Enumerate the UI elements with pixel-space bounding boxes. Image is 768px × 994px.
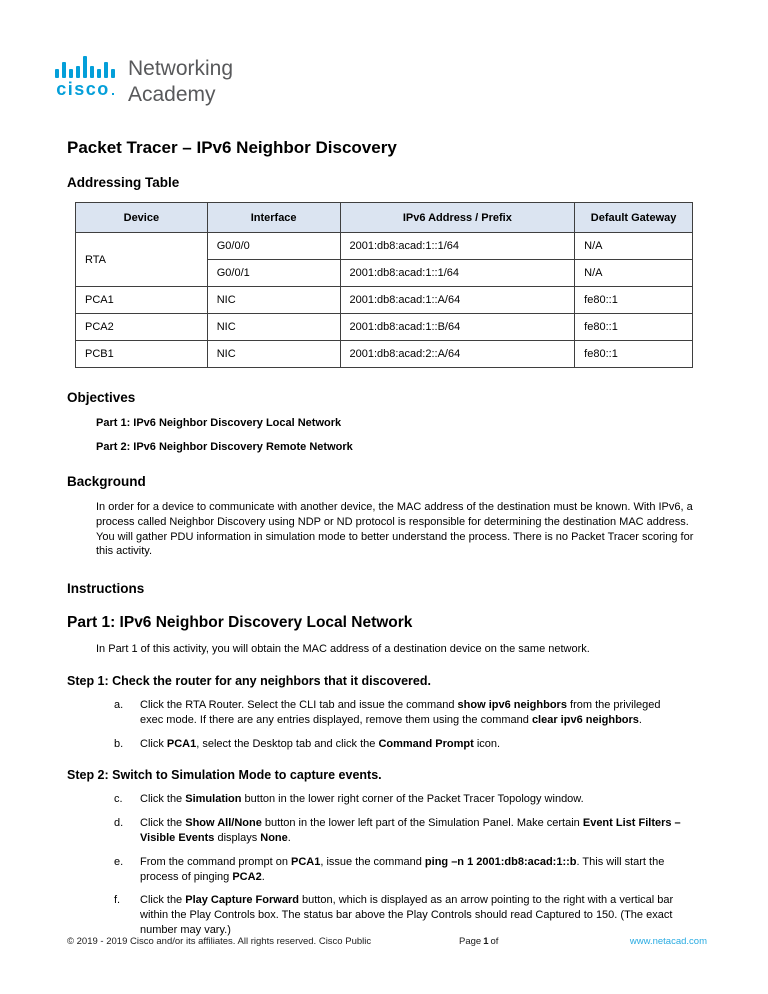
interface-cell: NIC	[207, 341, 340, 368]
list-letter: d.	[114, 817, 124, 830]
netacad-link[interactable]: www.netacad.com	[629, 936, 707, 947]
device-cell: PCA1	[76, 287, 208, 314]
addressing-table-heading: Addressing Table	[67, 175, 180, 190]
list-item	[114, 855, 684, 885]
interface-cell: G0/0/0	[207, 233, 340, 260]
address-cell: 2001:db8:acad:1::1/64	[340, 233, 575, 260]
list-text: Click the RTA Router. Select the CLI tab and issue the command show ipv6 neighbors from the privileged exec mode. If there are any entries displayed, remove them using the command clear ipv6 neighbors.	[140, 698, 661, 726]
cisco-bars-icon	[55, 56, 115, 78]
list-text: Click PCA1, select the Desktop tab and click the Command Prompt icon.	[140, 737, 501, 750]
cisco-logo	[55, 56, 115, 99]
instructions-heading: Instructions	[67, 581, 145, 597]
academy-name	[128, 56, 233, 108]
page-indicator	[459, 936, 579, 947]
academy-name-line1: Networking	[128, 57, 234, 80]
step-heading: Step 2: Switch to Simulation Mode to capture events.	[67, 768, 382, 783]
gateway-cell: N/A	[575, 233, 693, 260]
header-cell: Device	[76, 203, 208, 233]
header-cell: IPv6 Address / Prefix	[340, 203, 575, 233]
list-letter: b.	[114, 737, 124, 750]
footer	[67, 936, 707, 947]
gateway-cell: N/A	[575, 260, 693, 287]
part1-intro: In Part 1 of this activity, you will obtain the MAC address of a destination device on the same network.	[96, 643, 590, 656]
list-text: Click the Play Capture Forward button, which is displayed as an arrow pointing to the right with a vertical bar within the Play Controls box. The status bar above the Play Controls should read Captured to 150. (The exact number may vary.)	[140, 894, 674, 936]
table-row	[76, 233, 693, 260]
background-text: In order for a device to communicate with another device, the MAC address of the destination must be known. With IPv6, a process called Neighbor Discovery using NDP or ND protocol is responsible for determining the destination MAC address. You will gather PDU information in simulation mode to better understand the process. There is no Packet Tracer scoring for this activity.	[96, 501, 694, 558]
gateway-cell: fe80::1	[575, 314, 693, 341]
objectives-list	[67, 416, 704, 454]
address-cell: 2001:db8:acad:1::1/64	[340, 260, 575, 287]
interface-cell: NIC	[207, 287, 340, 314]
table-row	[76, 287, 693, 314]
list-text: From the command prompt on PCA1, issue the command ping –n 1 2001:db8:acad:1::b. This will start the process of pinging PCA2.	[140, 855, 665, 883]
list-text: Click the Show All/None button in the lower left part of the Simulation Panel. Make certain Event List Filters – Visible Events displays None.	[140, 817, 681, 844]
table-row	[76, 314, 693, 341]
cisco-wordmark: cisco	[56, 80, 114, 99]
list-item	[114, 816, 684, 846]
objective-item: Part 1: IPv6 Neighbor Discovery Local Network	[96, 417, 342, 429]
part1-heading: Part 1: IPv6 Neighbor Discovery Local Network	[67, 614, 413, 632]
academy-name-line2: Academy	[128, 83, 216, 106]
gateway-cell: fe80::1	[575, 341, 693, 368]
step-heading: Step 1: Check the router for any neighbors that it discovered.	[67, 673, 431, 688]
list-letter: e.	[114, 855, 124, 868]
list-letter: f.	[114, 894, 121, 907]
page-label-prefix: Page	[459, 936, 482, 947]
table-header-row	[76, 203, 693, 233]
page-title: Packet Tracer – IPv6 Neighbor Discovery	[67, 138, 397, 157]
device-cell: PCA2	[76, 314, 208, 341]
copyright-text: © 2019 - 2019 Cisco and/or its affiliates. All rights reserved. Cisco Public	[67, 936, 372, 947]
table-row	[76, 341, 693, 368]
header-cell: Interface	[207, 203, 340, 233]
list-text: Click the Simulation button in the lower right corner of the Packet Tracer Topology window.	[140, 793, 584, 806]
page-label-suffix: of	[490, 936, 499, 947]
list-letter: a.	[114, 698, 124, 711]
address-cell: 2001:db8:acad:2::A/64	[340, 341, 575, 368]
list-item	[114, 893, 684, 937]
interface-cell: G0/0/1	[207, 260, 340, 287]
objectives-heading: Objectives	[67, 390, 136, 405]
addressing-table-body	[76, 233, 693, 368]
objective-item: Part 2: IPv6 Neighbor Discovery Remote Network	[96, 441, 353, 453]
list-item	[114, 698, 684, 728]
list-item	[114, 792, 684, 807]
address-cell: 2001:db8:acad:1::B/64	[340, 314, 575, 341]
background-heading: Background	[67, 474, 146, 489]
address-cell: 2001:db8:acad:1::A/64	[340, 287, 575, 314]
device-cell: PCB1	[76, 341, 208, 368]
document-content	[67, 138, 704, 938]
interface-cell: NIC	[207, 314, 340, 341]
steps-container	[67, 674, 704, 938]
list-letter: c.	[114, 793, 123, 806]
cisco-networking-academy-logo	[55, 56, 233, 108]
gateway-cell: fe80::1	[575, 287, 693, 314]
page-number: 1	[483, 936, 489, 947]
header-cell: Default Gateway	[575, 203, 693, 233]
list-item	[114, 737, 684, 752]
addressing-table	[75, 202, 693, 368]
device-cell: RTA	[76, 233, 208, 287]
